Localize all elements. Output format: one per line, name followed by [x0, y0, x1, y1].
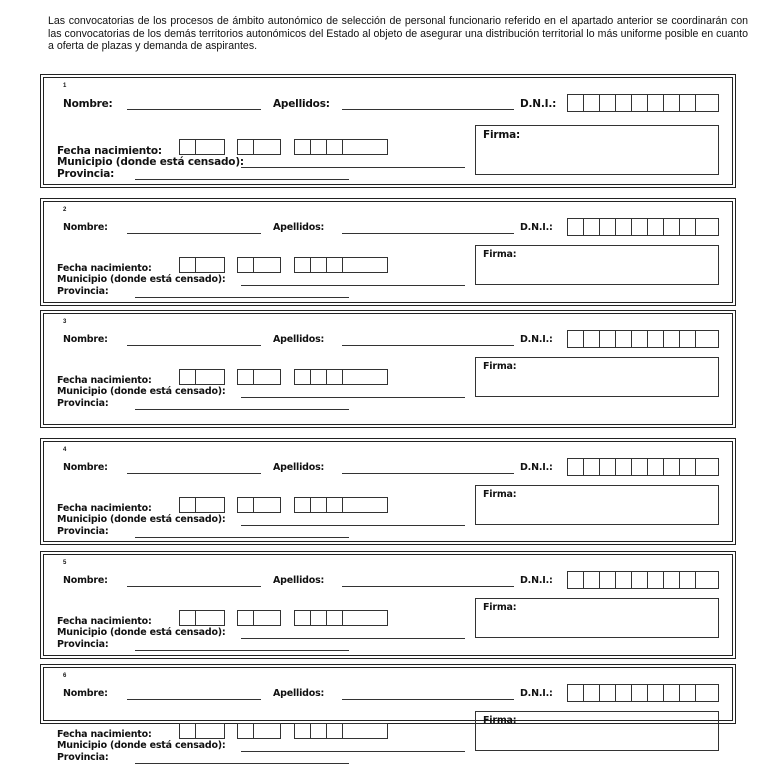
firma-label: Firma:	[483, 602, 517, 613]
fecha-nacimiento-label: Fecha nacimiento:	[57, 729, 152, 740]
firma-box[interactable]	[475, 711, 719, 751]
applicant-entry	[40, 438, 736, 545]
provincia-label: Provincia:	[57, 526, 109, 537]
entry-number: 3	[63, 319, 67, 325]
nombre-field[interactable]	[127, 233, 261, 234]
applicant-entry	[40, 310, 736, 428]
birth-day-boxes[interactable]	[179, 610, 225, 626]
provincia-field[interactable]	[135, 409, 349, 410]
firma-box[interactable]	[475, 357, 719, 397]
apellidos-label: Apellidos:	[273, 334, 325, 345]
apellidos-label: Apellidos:	[273, 575, 325, 586]
dni-label: D.N.I.:	[520, 575, 553, 586]
dni-boxes[interactable]	[567, 94, 719, 112]
birth-year-boxes[interactable]	[294, 257, 388, 273]
firma-box[interactable]	[475, 245, 719, 285]
apellidos-field[interactable]	[342, 473, 514, 474]
birth-month-boxes[interactable]	[237, 257, 281, 273]
apellidos-field[interactable]	[342, 699, 514, 700]
apellidos-label: Apellidos:	[273, 462, 325, 473]
birth-day-boxes[interactable]	[179, 723, 225, 739]
birth-month-boxes[interactable]	[237, 497, 281, 513]
provincia-field[interactable]	[135, 650, 349, 651]
birth-year-boxes[interactable]	[294, 723, 388, 739]
nombre-label: Nombre:	[63, 98, 113, 110]
firma-label: Firma:	[483, 249, 517, 260]
firma-label: Firma:	[483, 129, 520, 141]
fecha-nacimiento-label: Fecha nacimiento:	[57, 145, 162, 157]
applicant-entry	[40, 551, 736, 659]
birth-day-boxes[interactable]	[179, 497, 225, 513]
nombre-field[interactable]	[127, 473, 261, 474]
birth-month-boxes[interactable]	[237, 610, 281, 626]
birth-year-boxes[interactable]	[294, 497, 388, 513]
apellidos-field[interactable]	[342, 233, 514, 234]
apellidos-field[interactable]	[342, 109, 514, 110]
municipio-field[interactable]	[241, 167, 465, 168]
entry-number: 2	[63, 207, 67, 213]
dni-label: D.N.I.:	[520, 98, 557, 110]
nombre-label: Nombre:	[63, 334, 108, 345]
dni-label: D.N.I.:	[520, 334, 553, 345]
municipio-field[interactable]	[241, 285, 465, 286]
provincia-field[interactable]	[135, 179, 349, 180]
firma-box[interactable]	[475, 598, 719, 638]
nombre-field[interactable]	[127, 586, 261, 587]
provincia-label: Provincia:	[57, 639, 109, 650]
birth-day-boxes[interactable]	[179, 369, 225, 385]
birth-day-boxes[interactable]	[179, 139, 225, 155]
nombre-label: Nombre:	[63, 575, 108, 586]
fecha-nacimiento-label: Fecha nacimiento:	[57, 616, 152, 627]
provincia-field[interactable]	[135, 537, 349, 538]
provincia-label: Provincia:	[57, 286, 109, 297]
nombre-label: Nombre:	[63, 462, 108, 473]
birth-month-boxes[interactable]	[237, 369, 281, 385]
apellidos-field[interactable]	[342, 586, 514, 587]
provincia-label: Provincia:	[57, 398, 109, 409]
nombre-field[interactable]	[127, 109, 261, 110]
dni-boxes[interactable]	[567, 218, 719, 236]
applicant-entry	[40, 74, 736, 188]
fecha-nacimiento-label: Fecha nacimiento:	[57, 263, 152, 274]
dni-boxes[interactable]	[567, 330, 719, 348]
dni-boxes[interactable]	[567, 684, 719, 702]
firma-label: Firma:	[483, 361, 517, 372]
municipio-label: Municipio (donde está censado):	[57, 740, 226, 751]
birth-month-boxes[interactable]	[237, 723, 281, 739]
dni-label: D.N.I.:	[520, 222, 553, 233]
dni-boxes[interactable]	[567, 458, 719, 476]
birth-year-boxes[interactable]	[294, 369, 388, 385]
birth-month-boxes[interactable]	[237, 139, 281, 155]
municipio-label: Municipio (donde está censado):	[57, 627, 226, 638]
fecha-nacimiento-label: Fecha nacimiento:	[57, 375, 152, 386]
nombre-field[interactable]	[127, 699, 261, 700]
municipio-label: Municipio (donde está censado):	[57, 274, 226, 285]
firma-label: Firma:	[483, 489, 517, 500]
dni-label: D.N.I.:	[520, 462, 553, 473]
provincia-label: Provincia:	[57, 752, 109, 763]
apellidos-label: Apellidos:	[273, 688, 325, 699]
municipio-field[interactable]	[241, 638, 465, 639]
entry-number: 1	[63, 83, 67, 89]
dni-boxes[interactable]	[567, 571, 719, 589]
birth-day-boxes[interactable]	[179, 257, 225, 273]
intro-paragraph: Las convocatorias de los procesos de ámbito autonómico de selección de personal funcionario referido en el apartado anterior se coordinarán con las convocatorias de los demás territorios autonómicos del Estado al objeto de asegurar una distribución territorial lo más uniforme posible en cuanto a oferta de plazas y demanda de aspirantes.	[48, 15, 748, 52]
birth-year-boxes[interactable]	[294, 610, 388, 626]
municipio-field[interactable]	[241, 525, 465, 526]
firma-box[interactable]	[475, 125, 719, 175]
entry-number: 6	[63, 673, 67, 679]
entry-number: 4	[63, 447, 67, 453]
entry-number: 5	[63, 560, 67, 566]
firma-label: Firma:	[483, 715, 517, 726]
municipio-label: Municipio (donde está censado):	[57, 514, 226, 525]
municipio-field[interactable]	[241, 751, 465, 752]
dni-label: D.N.I.:	[520, 688, 553, 699]
nombre-field[interactable]	[127, 345, 261, 346]
applicant-entry	[40, 664, 736, 763]
birth-year-boxes[interactable]	[294, 139, 388, 155]
municipio-label: Municipio (donde está censado):	[57, 386, 226, 397]
applicant-entry	[40, 198, 736, 306]
provincia-label: Provincia:	[57, 168, 115, 180]
apellidos-field[interactable]	[342, 345, 514, 346]
municipio-label: Municipio (donde está censado):	[57, 156, 244, 168]
apellidos-label: Apellidos:	[273, 222, 325, 233]
provincia-field[interactable]	[135, 297, 349, 298]
fecha-nacimiento-label: Fecha nacimiento:	[57, 503, 152, 514]
nombre-label: Nombre:	[63, 222, 108, 233]
firma-box[interactable]	[475, 485, 719, 525]
apellidos-label: Apellidos:	[273, 98, 330, 110]
municipio-field[interactable]	[241, 397, 465, 398]
nombre-label: Nombre:	[63, 688, 108, 699]
